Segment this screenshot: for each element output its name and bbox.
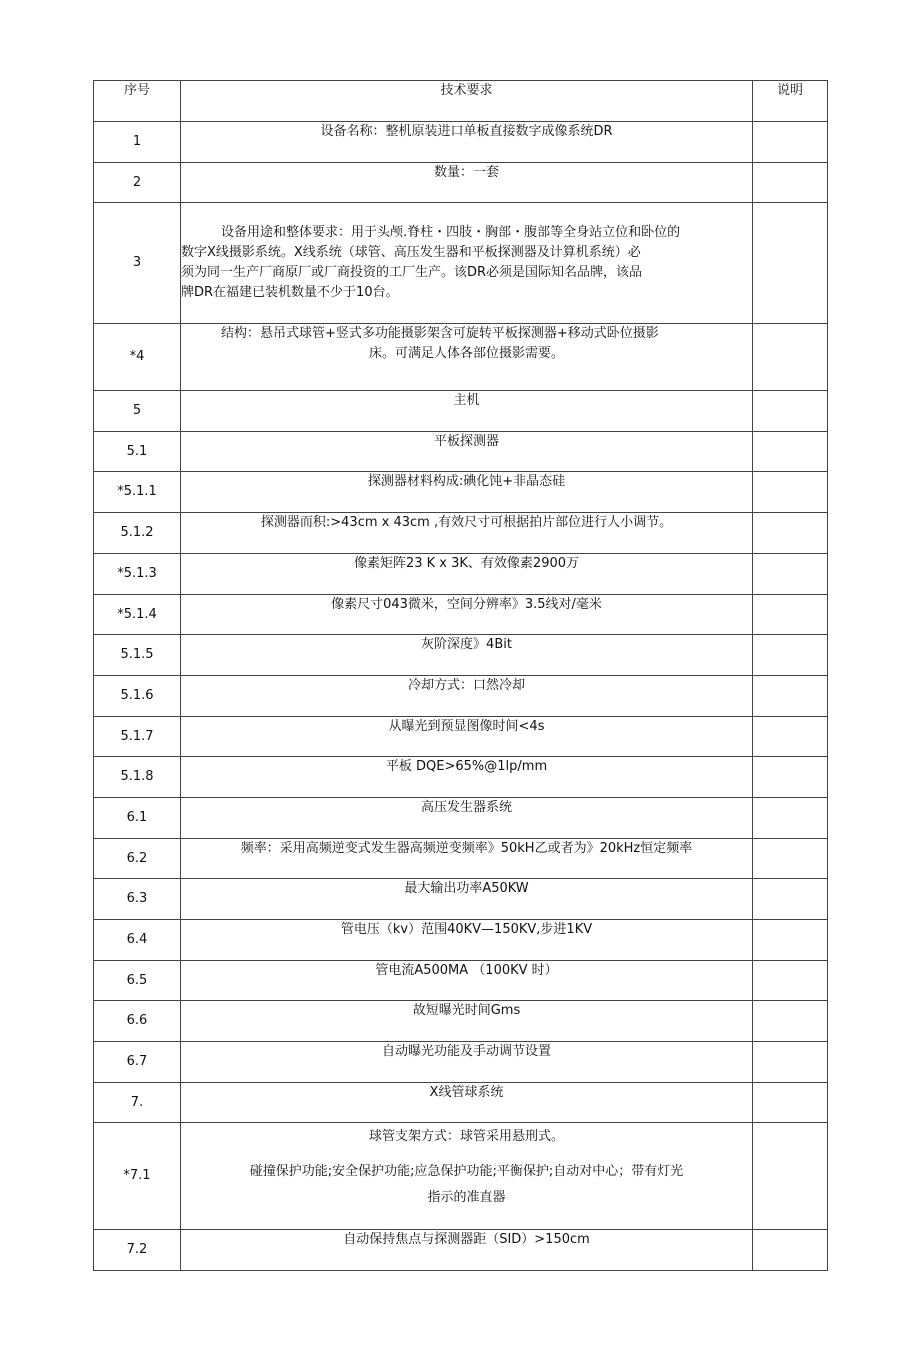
row-no: *4 (94, 324, 181, 391)
table-row (94, 717, 828, 757)
row-requirement: 像素矩阵23 K x 3K、有效像素2900万 (181, 554, 753, 595)
row-requirement: 故短曝光时间Gms (181, 1001, 753, 1042)
row-requirement: 数量：一套 (181, 163, 753, 203)
row-note (753, 920, 828, 961)
row-requirement: 主机 (181, 391, 753, 432)
table-row (94, 163, 828, 203)
table-row (94, 472, 828, 513)
row-no: *5.1.3 (94, 554, 181, 595)
row-note (753, 757, 828, 798)
row-requirement (181, 203, 753, 324)
row-requirement: 频率：采用高频逆变式发生器高频逆变频率》50kH乙或者为》20kHz恒定频率 (181, 839, 753, 879)
row-requirement: 高压发生器系统 (181, 798, 753, 839)
row-note (753, 324, 828, 391)
table-row (94, 676, 828, 717)
table-row (94, 1083, 828, 1123)
row-note (753, 391, 828, 432)
table-row (94, 554, 828, 595)
row-requirement: 平板 DQE>65%@1lp/mm (181, 757, 753, 798)
row-requirement: X线管球系统 (181, 1083, 753, 1123)
row-note (753, 1083, 828, 1123)
table-row (94, 203, 828, 324)
requirement-line: 指示的准直器 (427, 1190, 506, 1205)
row-no: 5.1.8 (94, 757, 181, 798)
row-requirement: 平板探测器 (181, 432, 753, 472)
row-requirement: 设备名称：整机原装进口单板直接数字成像系统DR (181, 122, 753, 163)
table-row (94, 1001, 828, 1042)
requirement-line: 球管支架方式：球管采用悬刑式。 (368, 1129, 564, 1144)
row-note (753, 595, 828, 635)
row-note (753, 717, 828, 757)
row-note (753, 203, 828, 324)
table-row (94, 879, 828, 920)
row-requirement (181, 324, 753, 391)
row-requirement: 冷却方式：口然冷却 (181, 676, 753, 717)
row-no: 5.1 (94, 432, 181, 472)
table-row (94, 432, 828, 472)
table-row (94, 635, 828, 676)
row-no: 6.6 (94, 1001, 181, 1042)
row-no: 7. (94, 1083, 181, 1123)
row-requirement: 探测器而积:>43cm x 43cm ,有效尺寸可根据拍片部位进行人小调节。 (181, 513, 753, 554)
row-no: 5.1.7 (94, 717, 181, 757)
requirement-line: 结构：悬吊式球管+竖式多功能摄影架含可旋转平板探测器+移动式卧位摄影 (221, 326, 659, 341)
table-row (94, 757, 828, 798)
table-row (94, 961, 828, 1001)
table-row (94, 798, 828, 839)
requirement-line: 须为同一生产厂商原厂或厂商投资的工厂生产。该DR必须是国际知名品牌，该品 (181, 265, 643, 280)
row-no: 6.5 (94, 961, 181, 1001)
requirement-line: 数字X线摄影系统。X线系统（球管、高压发生器和平板探测器及计算机系统）必 (181, 245, 641, 260)
requirement-line: 床。可满足人体各部位摄影需要。 (368, 346, 564, 361)
row-no: 5.1.2 (94, 513, 181, 554)
row-requirement: 像素尺寸043微米，空间分辨率》3.5线对/毫米 (181, 595, 753, 635)
row-note (753, 961, 828, 1001)
row-requirement: 管电压（kv）范围40KV—150KV,步进1KV (181, 920, 753, 961)
row-requirement: 灰阶深度》4Bit (181, 635, 753, 676)
row-requirement (181, 1123, 753, 1230)
header-no: 序号 (94, 81, 181, 122)
row-no: 6.3 (94, 879, 181, 920)
row-requirement: 最大输出功率A50KW (181, 879, 753, 920)
row-no: 5.1.5 (94, 635, 181, 676)
row-note (753, 432, 828, 472)
table-row (94, 1230, 828, 1271)
row-note (753, 839, 828, 879)
row-note (753, 676, 828, 717)
table-row (94, 122, 828, 163)
row-no: 2 (94, 163, 181, 203)
row-no: 6.4 (94, 920, 181, 961)
row-note (753, 554, 828, 595)
requirement-line: 牌DR在福建已装机数量不少于10台。 (181, 285, 399, 300)
row-requirement: 从曝光到预显图像时间<4s (181, 717, 753, 757)
header-row (94, 81, 828, 122)
row-no: *5.1.1 (94, 472, 181, 513)
table-row (94, 391, 828, 432)
row-note (753, 635, 828, 676)
row-requirement: 自动曝光功能及手动调节设置 (181, 1042, 753, 1083)
row-note (753, 163, 828, 203)
row-no: 5.1.6 (94, 676, 181, 717)
row-no: 5 (94, 391, 181, 432)
row-requirement: 自动保持焦点与探测器距（SID）>150cm (181, 1230, 753, 1271)
row-no: 6.2 (94, 839, 181, 879)
table-row (94, 324, 828, 391)
row-note (753, 798, 828, 839)
row-no: 7.2 (94, 1230, 181, 1271)
row-no: *5.1.4 (94, 595, 181, 635)
row-note (753, 472, 828, 513)
requirement-line: 碰撞保护功能;安全保护功能;应急保护功能;平衡保护;自动对中心；带有灯光 (249, 1164, 684, 1179)
row-no: *7.1 (94, 1123, 181, 1230)
header-requirement: 技术要求 (181, 81, 753, 122)
table-row (94, 595, 828, 635)
table-row (94, 1042, 828, 1083)
table-row (94, 1123, 828, 1230)
row-note (753, 1230, 828, 1271)
row-no: 3 (94, 203, 181, 324)
header-note: 说明 (753, 81, 828, 122)
table-row (94, 920, 828, 961)
row-note (753, 1042, 828, 1083)
tech-spec-table (93, 80, 828, 1271)
row-note (753, 879, 828, 920)
row-no: 6.7 (94, 1042, 181, 1083)
row-no: 1 (94, 122, 181, 163)
row-note (753, 1001, 828, 1042)
row-note (753, 122, 828, 163)
row-note (753, 513, 828, 554)
row-requirement: 探测器材料构成:碘化饨+非晶态硅 (181, 472, 753, 513)
requirement-line: 设备用途和整体要求：用于头颅.脊柱・四肢・胸部・腹部等全身站立位和卧位的 (221, 225, 681, 240)
row-note (753, 1123, 828, 1230)
row-no: 6.1 (94, 798, 181, 839)
table-row (94, 839, 828, 879)
table-row (94, 513, 828, 554)
row-requirement: 管电流A500MA （100KV 时） (181, 961, 753, 1001)
